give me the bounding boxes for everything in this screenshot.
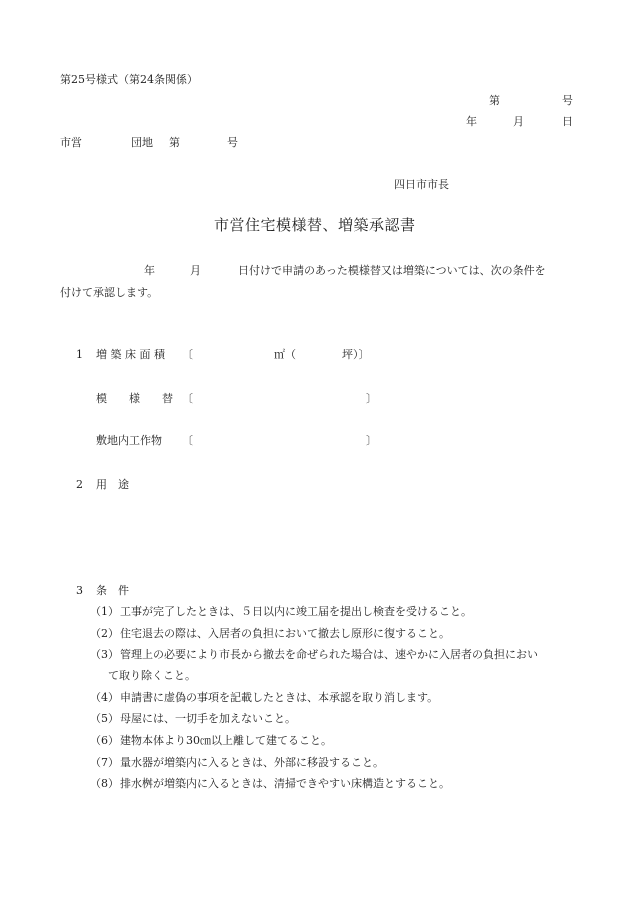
condition-item	[90, 627, 450, 641]
doc-number-dai: 第	[489, 94, 500, 107]
intro-year: 年	[144, 264, 155, 277]
condition-number: （4）	[90, 691, 119, 704]
recipient-shiei: 市営	[60, 136, 82, 149]
section1-number: 1	[76, 348, 83, 361]
renovation-bracket-open: 〔	[182, 392, 193, 405]
floor-area-sqm: ㎡（	[274, 348, 296, 361]
renovation-bracket-close: 〕	[366, 392, 377, 405]
condition-text: 管理上の必要により市長から撤去を命ぜられた場合は、速やかに入居者の負担におい	[120, 648, 538, 661]
condition-text: 工事が完了したときは、５日以内に竣工届を提出し検査を受けること。	[120, 605, 472, 618]
structures-bracket-close: 〕	[366, 434, 377, 447]
condition-item	[90, 691, 438, 705]
condition-item	[90, 756, 384, 770]
condition-text: 申請書に虚偽の事項を記載したときは、本承認を取り消します。	[120, 691, 439, 704]
date-year: 年	[466, 115, 477, 128]
condition-number: （3）	[90, 648, 119, 661]
date-month: 月	[513, 115, 524, 128]
recipient-danchi: 団地	[131, 136, 153, 149]
form-number: 第25号様式（第24条関係）	[60, 73, 198, 86]
condition-number: （1）	[90, 605, 119, 618]
structures-bracket-open: 〔	[182, 434, 193, 447]
renovation-label: 模 様 替	[96, 392, 173, 405]
section3-number: 3	[76, 584, 83, 597]
condition-text: 排水桝が増築内に入るときは、清掃できやすい床構造とすること。	[120, 777, 450, 790]
condition-number: （2）	[90, 627, 119, 640]
condition-text: 母屋には、一切手を加えないこと。	[120, 712, 296, 725]
condition-text: 建物本体より30㎝以上離して建てること。	[120, 734, 332, 747]
issuer: 四日市市長	[394, 178, 449, 191]
intro-line2: 付けて承認します。	[60, 286, 159, 299]
floor-area-label: 増 築 床 面 積	[96, 348, 165, 361]
date-day: 日	[562, 115, 573, 128]
condition-item	[90, 605, 472, 619]
recipient-go: 号	[227, 136, 238, 149]
intro-line1: 日付けで申請のあった模様替又は増築については、次の条件を	[238, 264, 546, 277]
condition-item	[90, 712, 296, 726]
recipient-dai: 第	[169, 136, 180, 149]
condition-number: （7）	[90, 756, 119, 769]
condition-number: （8）	[90, 777, 119, 790]
condition-number: （5）	[90, 712, 119, 725]
condition-number: （6）	[90, 734, 119, 747]
section2-number: 2	[76, 478, 83, 491]
condition-item	[90, 648, 538, 662]
floor-area-tsubo: 坪）〕	[342, 348, 370, 361]
purpose-label: 用 途	[96, 478, 129, 491]
condition-item	[90, 777, 450, 791]
condition-item	[90, 734, 332, 748]
conditions-label: 条 件	[96, 584, 129, 597]
condition-text-continuation: て取り除くこと。	[108, 669, 196, 682]
condition-text: 住宅退去の際は、入居者の負担において撤去し原形に復すること。	[120, 627, 450, 640]
document-title: 市営住宅模様替、増築承認書	[214, 216, 416, 234]
doc-number-go: 号	[562, 94, 573, 107]
intro-month: 月	[190, 264, 201, 277]
floor-area-bracket-open: 〔	[182, 348, 193, 361]
condition-text: 量水器が増築内に入るときは、外部に移設すること。	[120, 756, 384, 769]
site-structures-label: 敷地内工作物	[96, 434, 162, 447]
